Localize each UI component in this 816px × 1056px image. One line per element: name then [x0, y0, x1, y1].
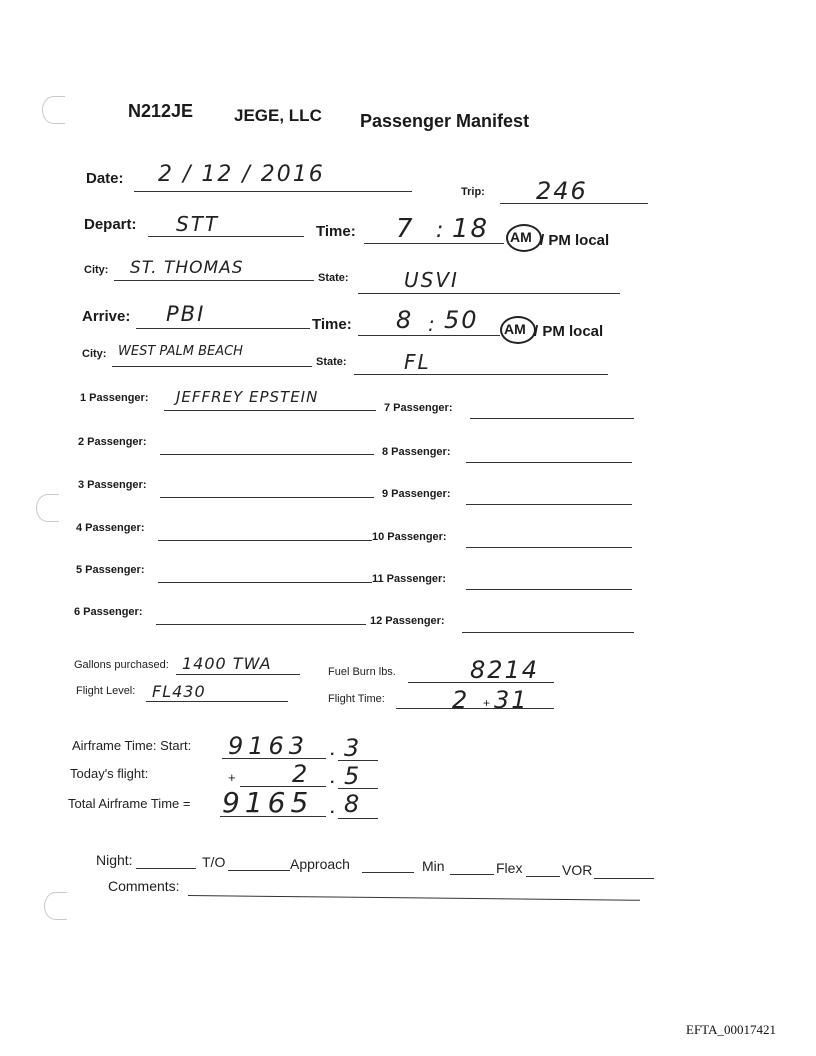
depart-minute: 18 — [452, 214, 490, 244]
to-line — [228, 870, 290, 871]
gallons-purchased-value: 1400 TWA — [182, 654, 272, 673]
passenger-10-line — [466, 547, 632, 548]
arrive-hour: 8 — [396, 306, 414, 334]
depart-colon: : — [436, 218, 446, 243]
depart-am-label: AM — [510, 229, 532, 245]
passenger-8-label: 8 Passenger: — [382, 446, 451, 458]
approach-line — [362, 872, 414, 873]
passenger-7-line — [470, 418, 634, 419]
arrive-city-value: WEST PALM BEACH — [118, 344, 243, 359]
passenger-9-label: 9 Passenger: — [382, 488, 451, 500]
depart-state-line — [358, 293, 620, 294]
arrive-pm-local-label: / PM local — [534, 323, 604, 340]
night-label: Night: — [96, 852, 133, 868]
approach-label: Approach — [290, 856, 350, 872]
todays-flight-dot: . — [330, 770, 335, 787]
passenger-2-line — [160, 454, 374, 455]
punch-hole-bottom — [44, 892, 67, 920]
passenger-12-line — [462, 632, 634, 633]
passenger-6-line — [156, 624, 366, 625]
airframe-start-whole: 9163 — [228, 732, 310, 760]
passenger-9-line — [466, 504, 632, 505]
date-label: Date: — [86, 170, 124, 187]
min-label: Min — [422, 858, 445, 874]
arrive-line — [136, 328, 310, 329]
depart-city-label: City: — [84, 264, 109, 276]
passenger-4-label: 4 Passenger: — [76, 522, 145, 534]
depart-state-value: USVI — [404, 268, 459, 292]
flex-line — [526, 876, 560, 877]
passenger-3-label: 3 Passenger: — [78, 479, 147, 491]
passenger-12-label: 12 Passenger: — [370, 615, 445, 627]
vor-line — [594, 878, 654, 879]
gallons-purchased-label: Gallons purchased: — [74, 659, 169, 671]
depart-time-label: Time: — [316, 223, 356, 240]
todays-flight-label: Today's flight: — [70, 766, 149, 781]
airframe-start-label: Airframe Time: Start: — [72, 738, 192, 753]
tail-number: N212JE — [128, 101, 194, 121]
passenger-11-label: 11 Passenger: — [372, 573, 446, 585]
arrive-value: PBI — [166, 302, 206, 326]
passenger-1-line — [164, 410, 376, 411]
arrive-city-label: City: — [82, 348, 107, 360]
flight-time-plus: + — [483, 696, 491, 710]
depart-city-line — [114, 280, 314, 281]
date-value: 2 / 12 / 2016 — [158, 162, 325, 187]
depart-value: STT — [176, 212, 220, 236]
arrive-state-label: State: — [316, 356, 347, 368]
depart-line — [148, 236, 304, 237]
trip-value: 246 — [536, 177, 588, 205]
airframe-start-dec: 3 — [344, 734, 362, 762]
trip-label: Trip: — [461, 186, 485, 198]
flight-time-label: Flight Time: — [328, 693, 385, 705]
todays-flight-whole: 2 — [292, 760, 310, 788]
passenger-2-label: 2 Passenger: — [78, 436, 147, 448]
document-title: Passenger Manifest — [360, 111, 530, 131]
passenger-6-label: 6 Passenger: — [74, 606, 143, 618]
passenger-5-label: 5 Passenger: — [76, 564, 145, 576]
total-airframe-whole: 9165 — [222, 786, 314, 819]
flight-time-line — [396, 708, 554, 709]
passenger-10-label: 10 Passenger: — [372, 531, 447, 543]
depart-state-label: State: — [318, 272, 349, 284]
todays-flight-plus: + — [228, 770, 236, 785]
flight-level-line — [146, 701, 288, 702]
depart-label: Depart: — [84, 216, 137, 233]
min-line — [450, 874, 494, 875]
passenger-11-line — [466, 589, 632, 590]
company-name: JEGE, LLC — [234, 106, 322, 125]
depart-hour: 7 — [396, 214, 415, 244]
todays-flight-dec: 5 — [344, 762, 362, 790]
to-label: T/O — [202, 854, 226, 870]
depart-city-value: ST. THOMAS — [130, 258, 244, 278]
passenger-1-value: JEFFREY EPSTEIN — [176, 388, 319, 406]
passenger-5-line — [158, 582, 372, 583]
flight-level-label: Flight Level: — [76, 685, 136, 697]
flex-label: Flex — [496, 860, 523, 876]
arrive-state-value: FL — [404, 350, 431, 374]
total-airframe-dec: 8 — [344, 790, 362, 818]
airframe-start-dot: . — [330, 742, 335, 759]
total-airframe-label: Total Airframe Time = — [68, 796, 191, 811]
arrive-label: Arrive: — [82, 308, 131, 325]
total-airframe-dot: . — [330, 800, 335, 817]
arrive-time-label: Time: — [312, 316, 352, 333]
passenger-1-label: 1 Passenger: — [80, 392, 149, 404]
flight-time-minutes: 31 — [494, 686, 529, 714]
arrive-state-line — [354, 374, 608, 375]
punch-hole-middle — [36, 494, 59, 522]
passenger-4-line — [158, 540, 372, 541]
passenger-3-line — [160, 497, 374, 498]
flight-level-value: FL430 — [152, 682, 206, 701]
fuel-burn-label: Fuel Burn lbs. — [328, 666, 396, 678]
vor-label: VOR — [562, 862, 593, 878]
arrive-city-line — [112, 366, 312, 367]
arrive-colon: : — [428, 312, 437, 336]
night-line — [136, 868, 196, 869]
flight-time-hours: 2 — [452, 686, 470, 714]
arrive-minute: 50 — [444, 306, 479, 334]
depart-pm-local-label: / PM local — [540, 232, 610, 249]
passenger-7-label: 7 Passenger: — [384, 402, 453, 414]
punch-hole-top — [42, 96, 65, 124]
date-line — [134, 191, 412, 192]
comments-line — [188, 895, 640, 901]
fuel-burn-value: 8214 — [470, 656, 540, 684]
document-id: EFTA_00017421 — [686, 1022, 776, 1037]
total-airframe-dec-line — [338, 818, 378, 819]
arrive-am-label: AM — [504, 321, 526, 337]
comments-label: Comments: — [108, 878, 180, 894]
passenger-8-line — [466, 462, 632, 463]
gallons-purchased-line — [176, 674, 300, 675]
